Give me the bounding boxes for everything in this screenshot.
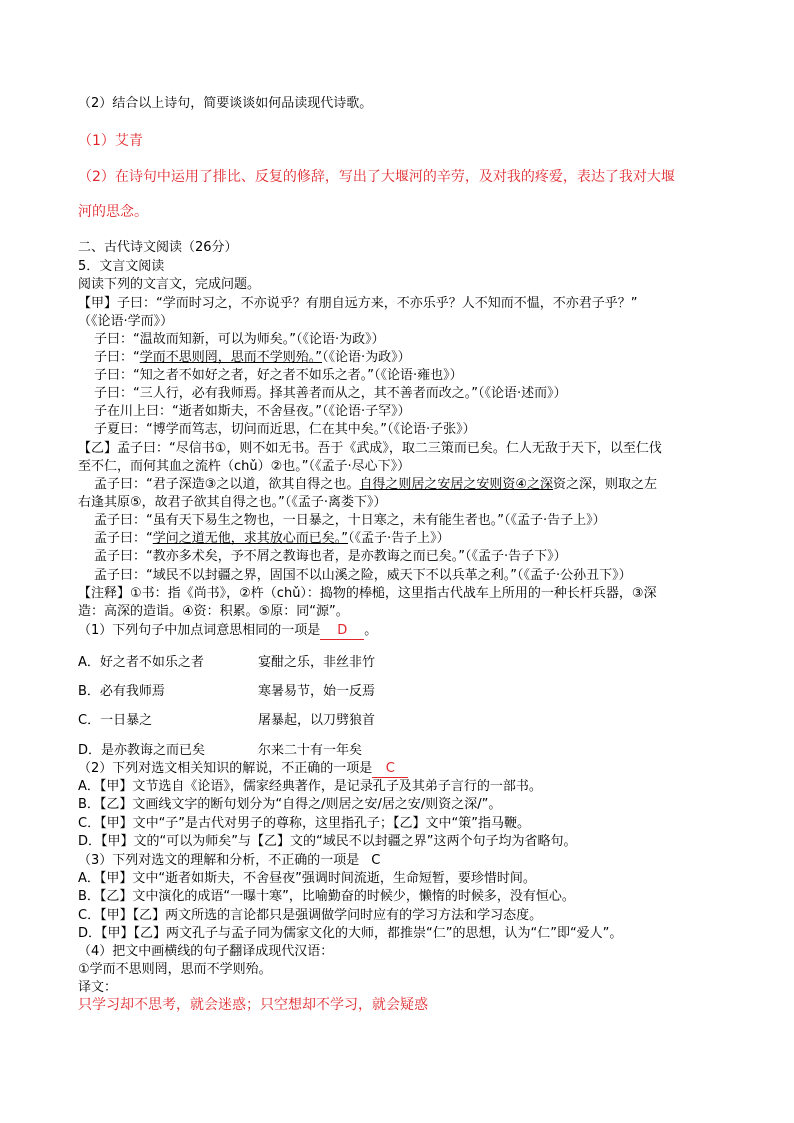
yi4-source: （《孟子·告子上》） (348, 531, 450, 546)
answer-2-line-1: （2）在诗句中运用了排比、反复的修辞，写出了大堰河的辛劳，及对我的疼爱，表达了我对大堰 (78, 169, 675, 185)
subquestion-3-text: （3）下列对选文的理解和分析，不正确的一项是 (78, 853, 360, 868)
notes-line-1: 【注释】①书：指《尚书》，②杵（chǔ）：捣物的棒槌，这里指古代战车上所用的一种长杆兵器，③深 (78, 586, 657, 601)
jia3-underlined: 学而不思则罔，思而不学则殆。” (139, 350, 322, 365)
subquestion-3-option-d: D．【甲】【乙】两文孔子与孟子同为儒家文化的大师，都推崇“仁”的思想，认为“仁”即“爱人”。 (78, 926, 623, 941)
subquestion-1 (78, 622, 377, 640)
question-5-title: 5．文言文阅读 (78, 259, 165, 274)
question-2-prompt: （2）结合以上诗句，简要谈谈如何品读现代诗歌。 (78, 96, 373, 111)
yi2-prefix: 孟子曰：“君子深造③之以道，欲其自得之也。 (94, 477, 360, 492)
passage-jia-line-7: 子夏曰：“博学而笃志，切问而近思，仁在其中矣。”（《论语·子张》） (94, 422, 476, 437)
passage-jia-line-3 (94, 349, 411, 366)
passage-yi-line-1: 【乙】孟子曰：“尽信书①，则不如无书。吾于《武成》，取二三策而已矣。仁人无敌于天下，以至仁伐 (78, 441, 662, 456)
notes-line-2: 造：高深的造诣。④资：积累。⑤原：同“源”。 (78, 604, 349, 619)
translation-answer: 只学习却不思考，就会迷惑；只空想却不学习，就会疑惑 (78, 997, 428, 1013)
option-d-right: 尔来二十有一年矣 (258, 743, 363, 758)
subquestion-4: （4）把文中画横线的句子翻译成现代汉语： (78, 944, 334, 959)
yi2-underlined: 自得之则居之安居之安则资④之深 (359, 477, 554, 492)
passage-jia-line-6: 子在川上曰：“逝者如斯夫，不舍昼夜。”（《论语·子罕》） (94, 404, 411, 419)
yi4-underlined: 学问之道无他，求其放心而已矣。” (152, 531, 348, 546)
answer-1: （1）艾青 (78, 133, 143, 149)
subquestion-1-text: （1）下列句子中加点词意思相同的一项是 (78, 623, 321, 638)
jia3-prefix: 子曰：“ (94, 350, 140, 365)
option-b-right: 寒暑易节，始一反焉 (258, 684, 376, 699)
translation-label: 译文： (78, 980, 118, 995)
passage-jia-line-2: 子曰：“温故而知新，可以为师矣。”（《论语·为政》） (94, 332, 385, 347)
passage-yi-line-5: 孟子曰：“教亦多术矣，予不屑之教诲也者，是亦教诲之而已矣。”（《孟子·告子下》） (94, 549, 567, 564)
passage-jia-line-1: 【甲】子曰：“学而时习之，不亦说乎？有朋自远方来，不亦乐乎？人不知而不愠，不亦君子乎？” (78, 296, 638, 311)
subquestion-2-text: （2）下列对选文相关知识的解说，不正确的一项是 (78, 761, 373, 776)
passage-yi-line-2b: 右逢其原⑤，故君子欲其自得之也。”（《孟子·离娄下》） (78, 495, 387, 510)
option-c-left: C．一日暴之 (78, 713, 153, 728)
passage-yi-line-4 (94, 530, 450, 547)
subquestion-2-option-c: C．【甲】文中“子”是古代对男子的尊称，这里指孔子；【乙】文中“策”指马鞭。 (78, 816, 531, 831)
subquestion-3 (78, 852, 380, 869)
yi4-prefix: 孟子曰：“ (94, 531, 153, 546)
subquestion-3-answer: C (371, 853, 381, 868)
option-a-left: A．好之者不如乐之者 (78, 655, 204, 670)
option-a-right: 宴酣之乐，非丝非竹 (258, 655, 376, 670)
subquestion-3-option-b: B．【乙】文中演化的成语“一曝十寒”，比喻勤奋的时候少，懒惰的时候多，没有恒心。 (78, 889, 575, 904)
section-title: 二、古代诗文阅读（26分） (78, 240, 238, 255)
subquestion-2-answer: C (372, 760, 408, 778)
jia3-source: （《论语·为政》） (322, 350, 411, 365)
subquestion-1-answer: D (320, 622, 364, 640)
passage-jia-line-5: 子曰：“三人行，必有我师焉。择其善者而从之，其不善者而改之。”（《论语·述而》） (94, 386, 567, 401)
passage-jia-line-4: 子曰：“知之者不如好之者，好之者不如乐之者。”（《论语·雍也》） (94, 368, 463, 383)
option-d-left: D．是亦教诲之而已矣 (78, 743, 206, 758)
subquestion-3-option-a: A．【甲】文中“逝者如斯夫，不舍昼夜”强调时间流逝，生命短暂，要珍惜时间。 (78, 871, 536, 886)
subquestion-2-option-d: D．【甲】文的“可以为师矣”与【乙】文的“域民不以封疆之界”这两个句子均为省略句。 (78, 834, 577, 849)
yi2-suffix: 资之深，则取之左 (553, 477, 658, 492)
passage-yi-line-3: 孟子曰：“虽有天下易生之物也，一日暴之，十日寒之，未有能生者也。”（《孟子·告子上》） (94, 513, 606, 528)
subquestion-4-item: ①学而不思则罔，思而不学则殆。 (78, 962, 272, 977)
option-c-right: 屠暴起，以刀劈狼首 (258, 713, 376, 728)
subquestion-1-end: 。 (364, 623, 378, 638)
reading-instruction: 阅读下列的文言文，完成问题。 (78, 277, 261, 292)
passage-yi-line-2 (94, 476, 657, 493)
option-b-left: B．必有我师焉 (78, 684, 165, 699)
subquestion-2 (78, 760, 408, 778)
passage-jia-line-1b: （《论语·学而》） (78, 314, 174, 329)
passage-yi-line-6: 孟子曰：“域民不以封疆之界，固国不以山溪之险，威天下不以兵革之利。”（《孟子·公孙丑下》） (94, 568, 632, 583)
subquestion-3-option-c: C．【甲】【乙】两文所选的言论都只是强调做学问时应有的学习方法和学习态度。 (78, 908, 543, 923)
subquestion-2-option-b: B．【乙】文画线文字的断句划分为“自得之/则居之安/居之安/则资之深/”。 (78, 797, 502, 812)
subquestion-2-option-a: A．【甲】文节选自《论语》，儒家经典著作，是记录孔子及其弟子言行的一部书。 (78, 779, 542, 794)
passage-yi-line-1b: 至不仁，而何其血之流杵（chǔ）②也。”（《孟子·尽心下》） (78, 459, 411, 474)
answer-2-line-2: 河的思念。 (78, 204, 148, 220)
